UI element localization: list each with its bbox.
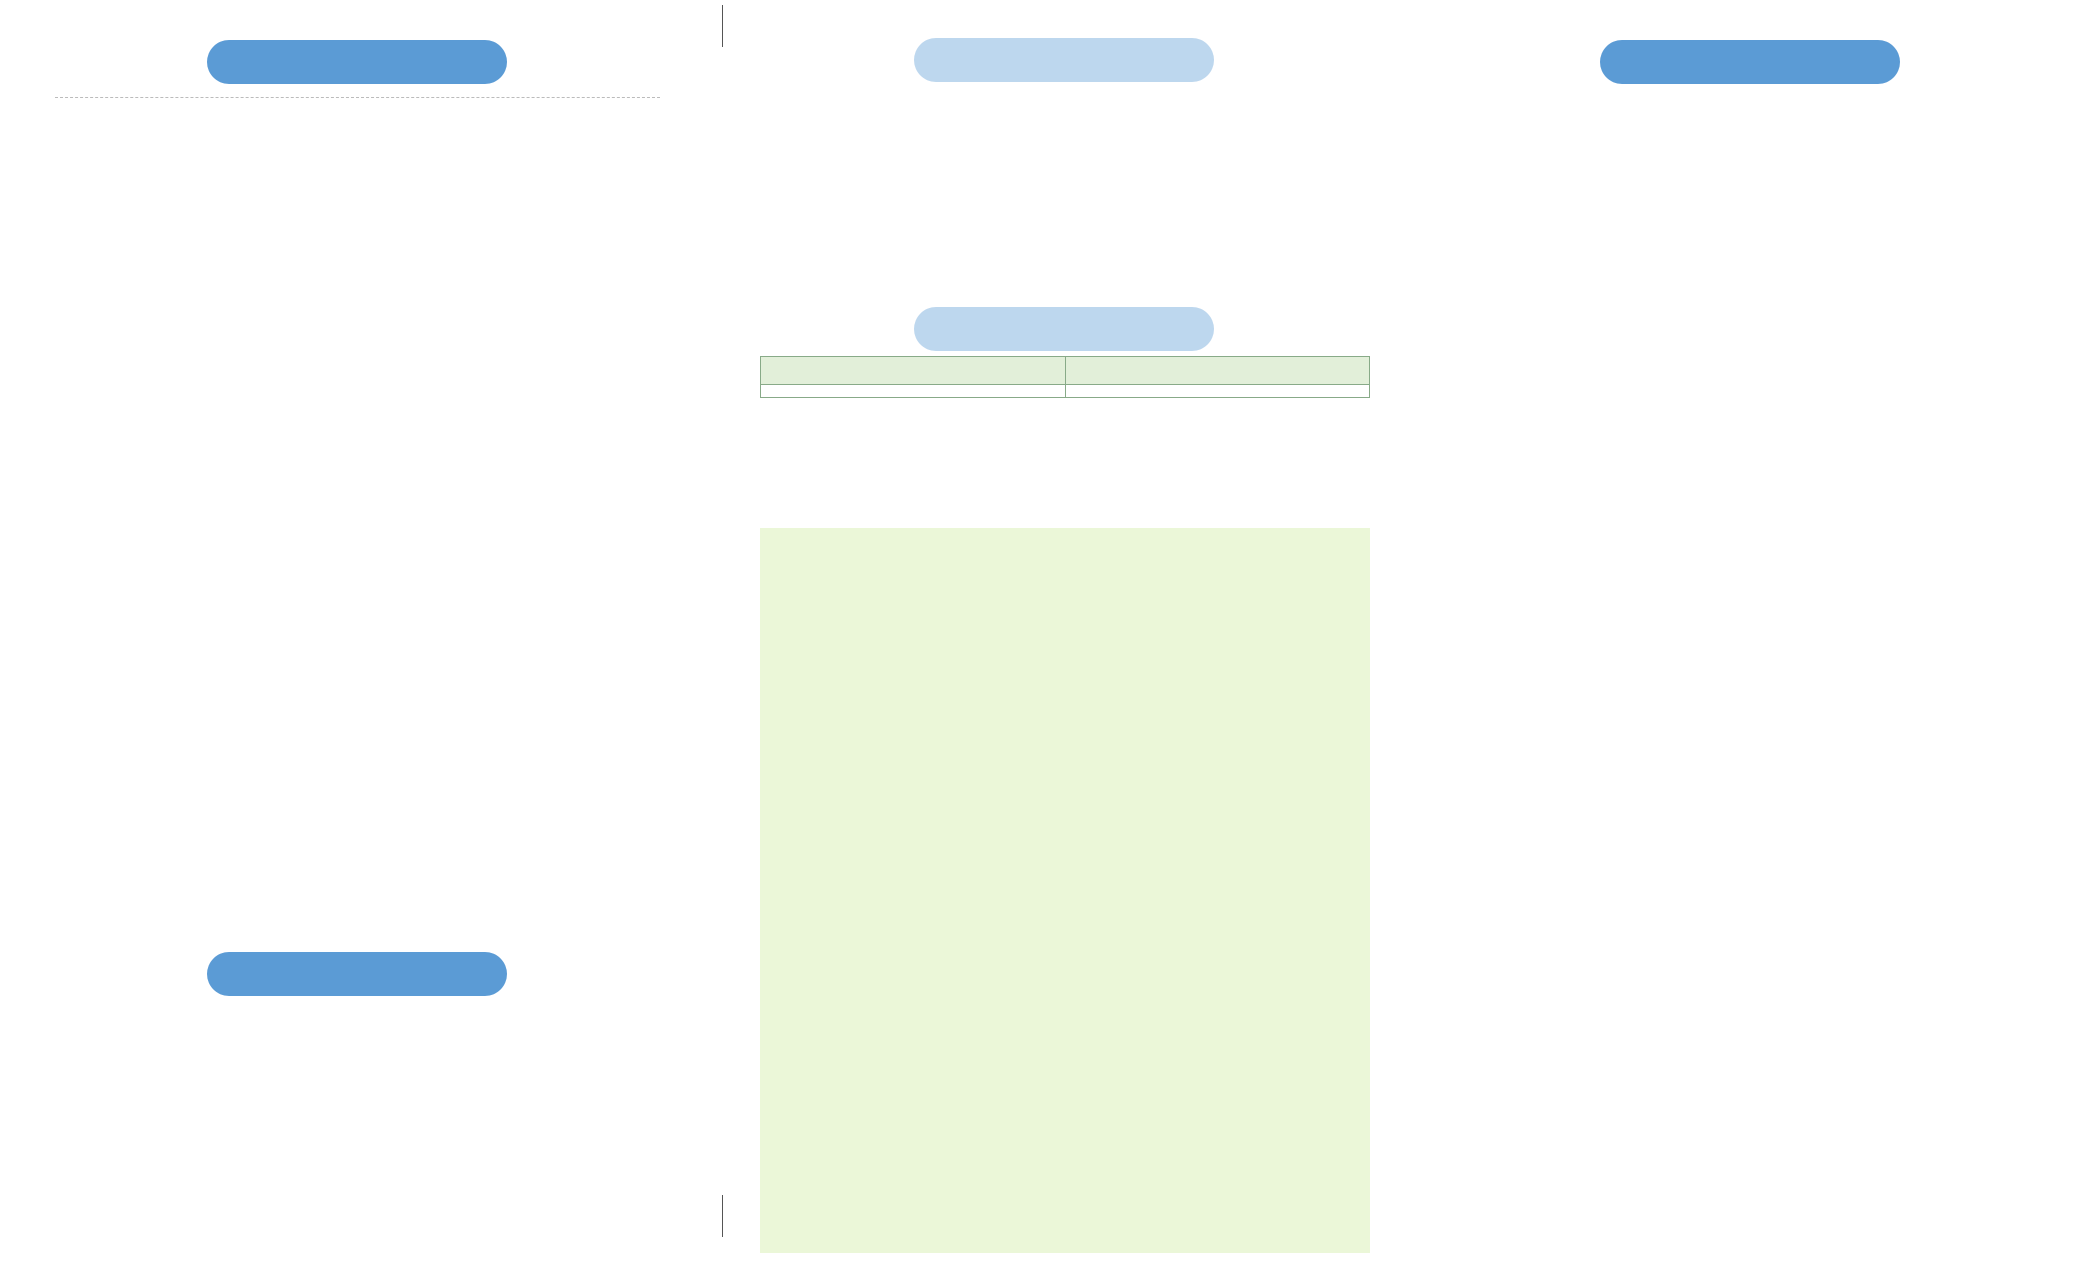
wed-program — [761, 385, 1066, 398]
midweek-worship-title — [914, 307, 1214, 351]
news-section-thanks — [1465, 908, 2065, 910]
may-volunteers-title — [207, 952, 507, 996]
offering-note — [102, 888, 108, 908]
church-news-title — [1600, 40, 1900, 84]
news-section-picnic — [1465, 344, 2065, 346]
fri-program — [1065, 385, 1370, 398]
sunday-worship-title — [207, 40, 507, 84]
news-section-announcements — [1465, 555, 2065, 557]
worship-order-label — [55, 97, 660, 140]
column-divider — [722, 5, 723, 47]
news-section-mothers-day — [1465, 222, 2065, 224]
news-section-welcome — [1465, 100, 2065, 102]
scripture-box — [760, 528, 1370, 1253]
wed-header — [761, 357, 1066, 385]
column-divider — [722, 1195, 723, 1237]
midweek-table — [760, 356, 1370, 398]
dawn-prayer-title — [914, 38, 1214, 82]
fri-header — [1065, 357, 1370, 385]
